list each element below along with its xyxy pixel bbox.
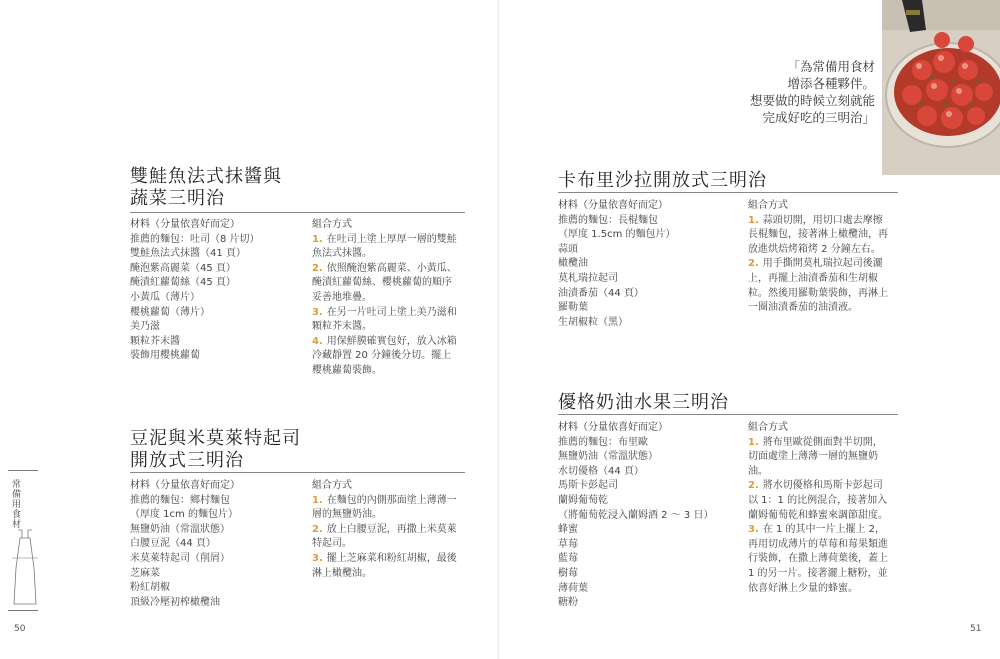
ingredient-item: 推薦的麵包：鄉村麵包 [130, 494, 230, 506]
side-tab-rule-bottom [8, 610, 38, 611]
page-number-left: 50 [14, 624, 26, 634]
step-number: 1. [748, 214, 759, 226]
step-item [748, 523, 892, 596]
step-text: 放上白腰豆泥，再撒上米莫萊特起司。 [312, 523, 457, 550]
ingredient-item: 蘭姆葡萄乾 [558, 494, 608, 506]
step-number: 2. [312, 262, 323, 274]
ingredient-item: 推薦的麵包：長棍麵包 [558, 214, 658, 226]
steps-header: 組合方式 [748, 200, 788, 211]
ingredient-item: 推薦的麵包：布里歐 [558, 436, 648, 448]
ingredient-item: （厚度 1.5cm 的麵包片） [558, 229, 676, 241]
ingredient-item: 顆粒芥末醬 [130, 335, 180, 347]
ingredient-item: 頂級冷壓初榨橄欖油 [130, 596, 220, 608]
ingredients-header: 材料（分量依喜好而定） [130, 219, 240, 230]
step-text: 在吐司上塗上厚厚一層的雙鮭魚法式抹醬。 [312, 233, 457, 260]
step-text: 將布里歐從側面對半切開，切面處塗上薄薄一層的無鹽奶油。 [748, 436, 883, 477]
step-number: 3. [312, 306, 323, 318]
step-number: 3. [748, 524, 759, 536]
ingredient-item: 水切優格（44 頁） [558, 465, 644, 477]
ingredient-item: （厚度 1cm 的麵包片） [130, 509, 238, 521]
ingredient-item: 米莫萊特起司（削屑） [130, 552, 230, 564]
step-text: 擺上芝麻菜和粉紅胡椒，最後淋上橄欖油。 [312, 552, 457, 579]
step-text: 用保鮮膜確實包好，放入冰箱冷藏靜置 20 分鐘後分切。擺上櫻桃蘿蔔裝飾。 [312, 335, 457, 376]
step-item [312, 494, 460, 523]
title-divider [130, 472, 465, 473]
steps-header: 組合方式 [748, 422, 788, 433]
step-number: 1. [748, 436, 759, 448]
ingredient-item: 雙鮭魚法式抹醬（41 頁） [130, 248, 246, 260]
recipe-title-caprese: 卡布里沙拉開放式三明治 [558, 170, 767, 191]
ingredients-list [558, 421, 743, 611]
ingredient-item: 樹莓 [558, 567, 578, 579]
ingredients-header: 材料（分量依喜好而定） [558, 200, 668, 211]
step-item [312, 233, 460, 262]
ingredient-item: 薄荷葉 [558, 582, 588, 594]
ingredient-item: 生胡椒粒（黑） [558, 316, 628, 328]
step-item [312, 552, 460, 581]
ingredient-item: 櫻桃蘿蔔（薄片） [130, 306, 210, 318]
step-number: 2. [748, 480, 759, 492]
ingredient-item: 美乃滋 [130, 321, 160, 333]
ingredient-item: 醃漬紅蘿蔔絲（45 頁） [130, 277, 236, 289]
ingredients-list [558, 199, 738, 330]
ingredient-item: 無鹽奶油（常溫狀態） [130, 523, 230, 535]
ingredient-item: 糖粉 [558, 597, 578, 609]
ingredient-item: （將葡萄乾浸入蘭姆酒 2 ～ 3 日） [558, 509, 714, 521]
ingredients-header: 材料（分量依喜好而定） [558, 422, 668, 433]
step-number: 1. [312, 233, 323, 245]
ingredient-item: 羅勒葉 [558, 302, 588, 314]
step-text: 在另一片吐司上塗上美乃滋和顆粒芥末醬。 [312, 306, 457, 333]
ingredient-item: 無鹽奶油（常溫狀態） [558, 451, 658, 463]
ingredient-item: 醃泡紫高麗菜（45 頁） [130, 262, 236, 274]
step-text: 依照醃泡紫高麗菜、小黃瓜、醃漬紅蘿蔔絲、櫻桃蘿蔔的順序妥善地堆疊。 [312, 262, 457, 303]
step-item [312, 262, 460, 306]
steps-list [748, 421, 892, 596]
steps-list [312, 218, 460, 379]
ingredients-list [130, 218, 300, 364]
side-tab-rule [8, 470, 38, 471]
recipe-title-yogurt-fruit: 優格奶油水果三明治 [558, 392, 729, 413]
step-text: 用手撕開莫札瑞拉起司後灑上，再擺上油漬番茄和生胡椒粒。然後用羅勒葉裝飾，再淋上一圈油漬番茄的油漬液。 [748, 258, 888, 314]
ingredient-item: 芝麻菜 [130, 567, 160, 579]
pull-quote: 「為常備用食材 增添各種夥伴。 想要做的時候立刻就能 完成好吃的三明治」 [749, 59, 875, 125]
recipe-title-salmon: 雙鮭魚法式抹醬與 蔬菜三明治 [130, 166, 282, 209]
title-divider [130, 212, 465, 213]
ingredient-item: 推薦的麵包：吐司（8 片切） [130, 233, 260, 245]
step-item [748, 436, 892, 480]
step-item [748, 214, 892, 258]
step-number: 3. [312, 552, 323, 564]
ingredient-item: 莫札瑞拉起司 [558, 272, 618, 284]
step-text: 在 1 的其中一片上擺上 2，再用切成薄片的草莓和莓果類進行裝飾，在撒上薄荷葉後，蓋上 1 的另一片。接著灑上糖粉，並依喜好淋上少量的蜂蜜。 [748, 524, 888, 594]
page-number-right: 51 [970, 624, 982, 634]
title-divider [558, 414, 898, 415]
tomato-photo [882, 0, 1000, 175]
recipe-title-bean-puree: 豆泥與米莫萊特起司 開放式三明治 [130, 428, 301, 471]
side-chapter-tab: 常備用食材 [12, 480, 22, 530]
ingredient-item: 馬斯卡彭起司 [558, 480, 618, 492]
step-item [312, 306, 460, 335]
ingredient-item: 油漬番茄（44 頁） [558, 287, 644, 299]
step-item [748, 479, 892, 523]
step-number: 2. [748, 258, 759, 270]
ingredients-header: 材料（分量依喜好而定） [130, 480, 240, 491]
ingredient-item: 蜂蜜 [558, 524, 578, 536]
step-number: 1. [312, 494, 323, 506]
tomato-bowl-image [882, 0, 1000, 175]
step-item [312, 335, 460, 379]
steps-list [748, 199, 892, 316]
ingredient-item: 粉紅胡椒 [130, 582, 170, 594]
steps-header: 組合方式 [312, 219, 352, 230]
step-number: 4. [312, 335, 323, 347]
ingredient-item: 白腰豆泥（44 頁） [130, 538, 216, 550]
step-item [312, 523, 460, 552]
ingredient-item: 裝飾用櫻桃蘿蔔 [130, 350, 200, 362]
step-text: 將水切優格和馬斯卡彭起司以 1：1 的比例混合，接著加入蘭姆葡萄乾和蜂蜜來調節甜度。 [748, 480, 888, 521]
apron-icon [8, 528, 42, 608]
step-item [748, 257, 892, 315]
ingredient-item: 橄欖油 [558, 258, 588, 270]
steps-list [312, 479, 460, 581]
step-number: 2. [312, 523, 323, 535]
ingredients-list [130, 479, 300, 610]
title-divider [558, 192, 898, 193]
ingredient-item: 草莓 [558, 538, 578, 550]
ingredient-item: 藍莓 [558, 553, 578, 565]
steps-header: 組合方式 [312, 480, 352, 491]
ingredient-item: 小黃瓜（薄片） [130, 291, 200, 303]
step-text: 在麵包的內側那面塗上薄薄一層的無鹽奶油。 [312, 494, 457, 521]
step-text: 蒜頭切開，用切口處去摩擦長棍麵包，接著淋上橄欖油，再放進烘焙烤箱烤 2 分鐘左右。 [748, 214, 888, 255]
ingredient-item: 蒜頭 [558, 243, 578, 255]
